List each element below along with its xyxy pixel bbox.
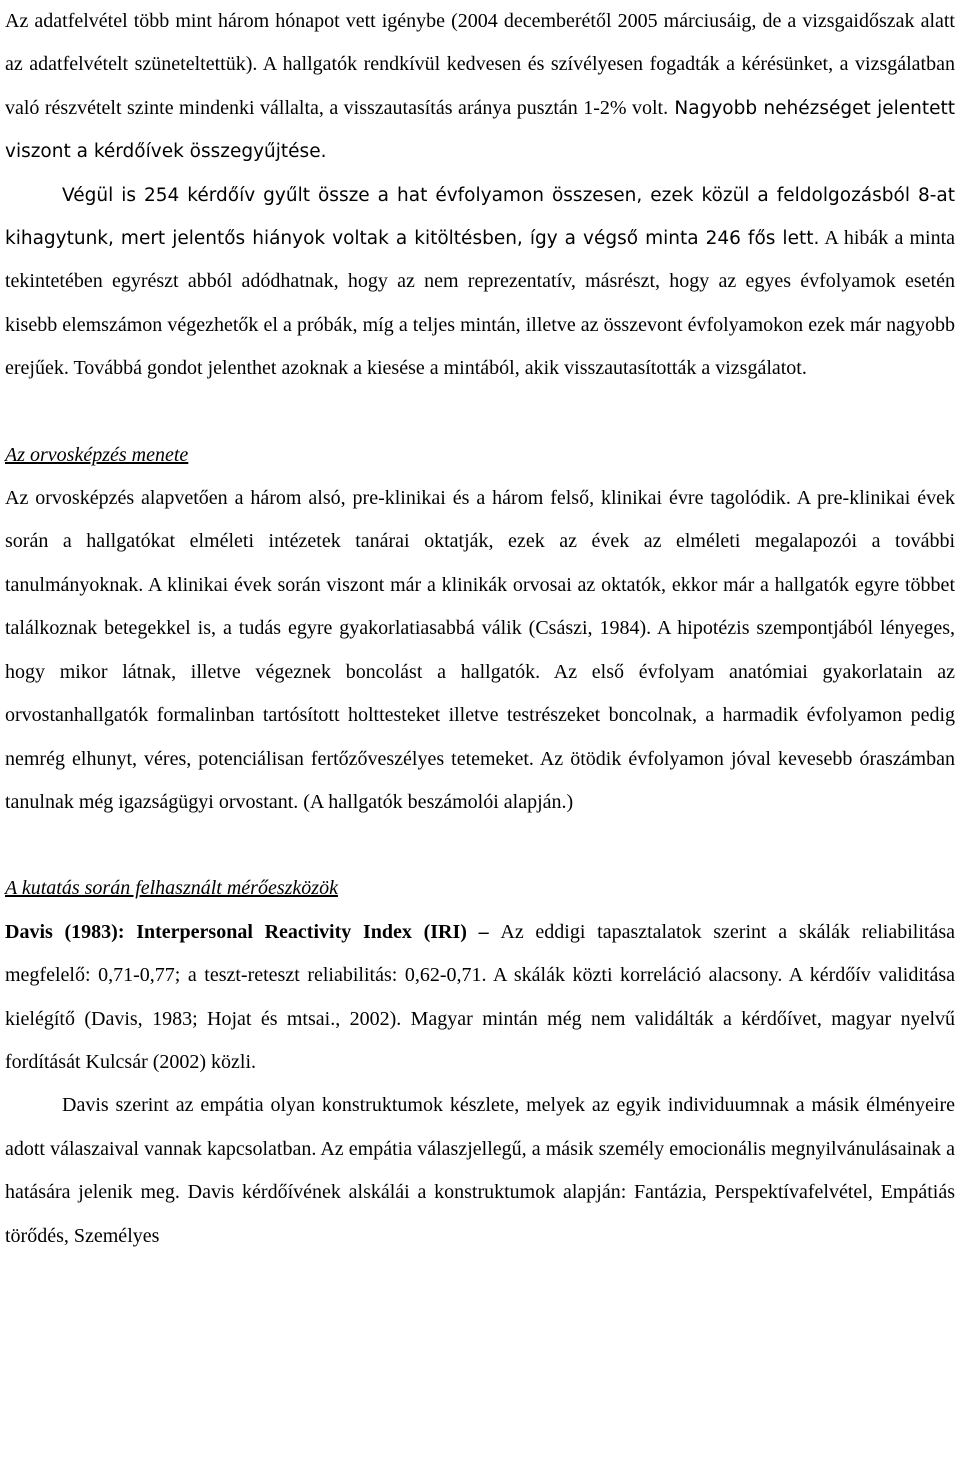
spacer xyxy=(5,391,955,434)
paragraph-text: Az adatfelvétel több mint három hónapot vett igénybe (2004 decemberétől 2005 márciusáig, de a vizsgaidőszak alatt az adatfelvételt szüneteltettük). A hallgatók rendkívül kedvesen és szívélyesen fogadták a kérésünket, a vizsgálatban való részvételt szinte mindenki vállalta, a visszautasítás aránya pusztán 1-2% volt. xyxy=(5,10,955,119)
paragraph-iri xyxy=(5,911,955,1085)
paragraph-davis-empathy: Davis szerint az empátia olyan konstruktumok készlete, melyek az egyik individuumnak a másik élményeire adott válaszaival vannak kapcsolatban. Az empátia válaszjellegű, a másik személy emocionális megnyilvánulásainak a hatására jelenik meg. Davis kérdőívének alskálái a konstruktumok alapján: Fantázia, Perspektívafelvétel, Empátiás törődés, Személyes xyxy=(5,1094,955,1247)
spacer xyxy=(5,824,955,867)
paragraph-text-sans: Nagyobb nehézséget jelentett viszont a kérdőívek összegyűjtése. xyxy=(5,97,955,163)
paragraph-text-sans: Végül is 254 kérdőív gyűlt össze a hat évfolyamon összesen, ezek közül a feldolgozásból 8-at kihagytunk, mert jelentős hiányok voltak a kitöltésben, így a végső minta 246 fős lett. xyxy=(5,184,955,250)
paragraph-text: Az eddigi tapasztalatok szerint a skálák reliabilitása megfelelő: 0,71-0,77; a teszt-reteszt reliabilitás: 0,62-0,71. A skálák közti korreláció alacsony. A kérdőív validitása kielégítő (Davis, 1983; Hojat és mtsai., 2002). Magyar mintán még nem validálták a kérdőívet, magyar nyelvű fordítását Kulcsár (2002) közli. xyxy=(5,920,956,1073)
dash: – xyxy=(466,920,501,943)
instrument-title: Davis (1983): Interpersonal Reactivity Index (IRI) xyxy=(5,920,467,943)
section-heading-medical-training: Az orvosképzés menete xyxy=(5,443,189,466)
paragraph-sample-size xyxy=(5,174,955,391)
document-page xyxy=(5,0,955,1258)
section-heading-instruments: A kutatás során felhasznált mérőeszközök xyxy=(5,877,338,900)
paragraph-data-collection xyxy=(5,0,955,174)
paragraph-text: A hibák a minta tekintetében egyrészt abból adódhatnak, hogy az nem reprezentatív, másrészt, hogy az egyes évfolyamok esetén kisebb elemszámon végezhetők el a próbák, míg a teljes mintán, illetve az összevont évfolyamokon ezek már nagyobb erejűek. Továbbá gondot jelenthet azoknak a kiesése a mintából, akik visszautasították a vizsgálatot. xyxy=(5,227,956,380)
paragraph-medical-training: Az orvosképzés alapvetően a három alsó, pre-klinikai és a három felső, klinikai évre tagolódik. A pre-klinikai évek során a hallgatókat elméleti intézetek tanárai oktatják, ezek az évek az elméleti megalapozói a további tanulmányoknak. A klinikai évek során viszont már a klinikák orvosai az oktatók, ekkor már a hallgatók egyre többet találkoznak betegekkel is, a tudás egyre gyakorlatiasabbá válik (Császi, 1984). A hipotézis szempontjából lényeges, hogy mikor látnak, illetve végeznek boncolást a hallgatók. Az első évfolyam anatómiai gyakorlatain az orvostanhallgatók formalinban tartósított holttesteket illetve testrészeket boncolnak, a harmadik évfolyamon pedig nemrég elhunyt, véres, potenciálisan fertőzőveszélyes tetemeket. Az ötödik évfolyamon jóval kevesebb óraszámban tanulnak még igazságügyi orvostant. (A hallgatók beszámolói alapján.) xyxy=(5,487,955,813)
